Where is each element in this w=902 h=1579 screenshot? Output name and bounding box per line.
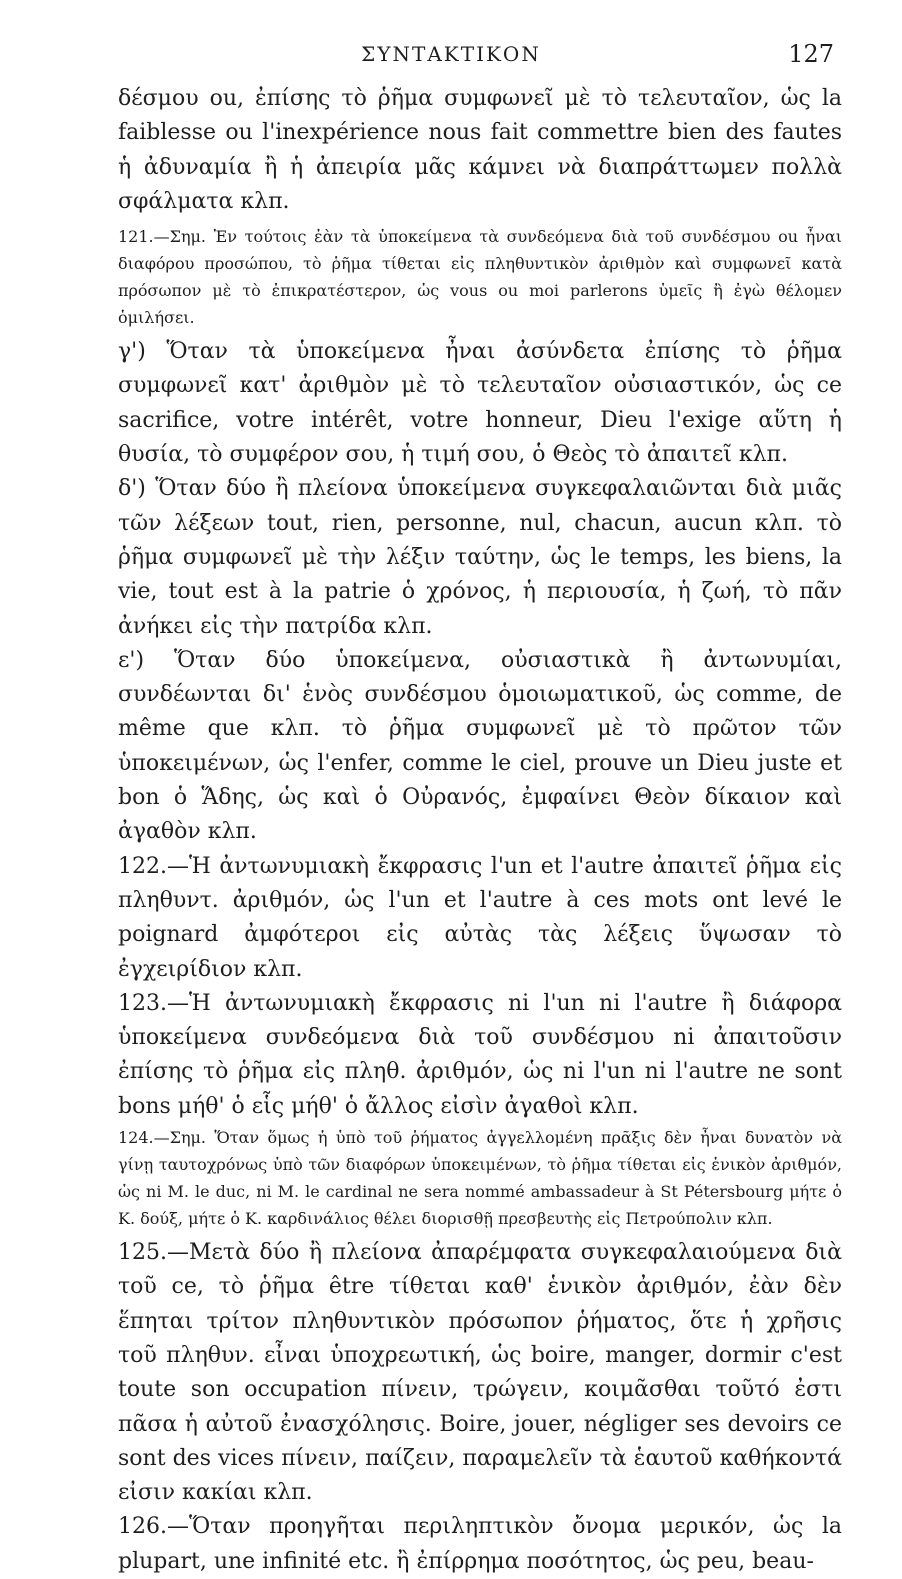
paragraph-delta: δ') Ὅταν δύο ἢ πλείονα ὑποκείμενα συγκεφαλαιῶνται διὰ μιᾶς τῶν λέξεων tout, rien, personne, nul, chacun, aucun κλπ. τὸ ῥῆμα συμφωνεῖ μὲ τὴν λέξιν ταύτην, ὡς le temps, les biens, la vie, tout est à la patrie ὁ χρόνος, ἡ περιουσία, ἡ ζωή, τὸ πᾶν ἀνήκει εἰς τὴν πατρίδα κλπ. — [118, 476, 842, 639]
paragraph-epsilon: ε') Ὅταν δύο ὑποκείμενα, οὐσιαστικὰ ἢ ἀντωνυμίαι, συνδέωνται δι' ἑνὸς συνδέσμου ὁμοιωματικοῦ, ὡς comme, de même que κλπ. τὸ ῥῆμα συμφωνεῖ μὲ τὸ πρῶτον τῶν ὑποκειμένων, ὡς l'enfer, comme le ciel, prouve un Dieu juste et bon ὁ Ἅδης, ὡς καὶ ὁ Οὐρανός, ἐμφαίνει Θεὸν δίκαιον καὶ ἀγαθὸν κλπ. — [118, 647, 842, 845]
paragraph-121-note: 121.—Σημ. Ἐν τούτοις ἐὰν τὰ ὑποκείμενα τὰ συνδεόμενα διὰ τοῦ συνδέσμου ou ἦναι διαφόρου προσώπου, τὸ ῥῆμα τίθεται εἰς πληθυντικὸν ἀριθμὸν καὶ συμφωνεῖ κατὰ πρόσωπον μὲ τὸ ἐπικρατέστερον, ὡς vous ou moi parlerons ὑμεῖς ἢ ἐγὼ θέλομεν ὁμιλήσει. — [118, 227, 842, 328]
paragraph-continuation: δέσμου ou, ἐπίσης τὸ ῥῆμα συμφωνεῖ μὲ τὸ τελευταῖον, ὡς la faiblesse ou l'inexpérience nous fait commettre bien des fautes ἡ ἀδυναμία ἢ ἡ ἀπειρία μᾶς κάμνει νὰ διαπράττωμεν πολλὰ σφάλματα κλπ. — [118, 86, 842, 214]
body-text — [118, 82, 842, 1579]
page-number: 127 — [788, 40, 834, 68]
paragraph-126: 126.—Ὅταν προηγῆται περιληπτικὸν ὄνομα μερικόν, ὡς la plupart, une infinité etc. ἢ ἐπίρρημα ποσότητος, ὡς peu, beau- — [118, 1514, 842, 1574]
running-title: ΣΥΝΤΑΚΤΙΚΟΝ — [361, 42, 541, 66]
paragraph-gamma: γ') Ὅταν τὰ ὑποκείμενα ἦναι ἀσύνδετα ἐπίσης τὸ ῥῆμα συμφωνεῖ κατ' ἀριθμὸν μὲ τὸ τελευταῖον οὐσιαστικόν, ὡς ce sacrifice, votre intérêt, votre honneur, Dieu l'exige αὕτη ἡ θυσία, τὸ συμφέρον σου, ἡ τιμή σου, ὁ Θεὸς τὸ ἀπαιτεῖ κλπ. — [118, 339, 842, 468]
paragraph-124-note: 124.—Σημ. Ὅταν ὅμως ἡ ὑπὸ τοῦ ῥήματος ἀγγελλομένη πρᾶξις δὲν ἦναι δυνατὸν νὰ γίνῃ ταυτοχρόνως ὑπὸ τῶν διαφόρων ὑποκειμένων, τὸ ῥῆμα τίθεται εἰς ἑνικὸν ἀριθμόν, ὡς ni M. le duc, ni M. le cardinal ne sera nommé ambassadeur à St Pétersbourg μήτε ὁ Κ. δούξ, μήτε ὁ Κ. καρδινάλιος θέλει διορισθῇ πρεσβευτὴς εἰς Πετρούπολιν κλπ. — [118, 1128, 842, 1229]
paragraph-122: 122.—Ἡ ἀντωνυμιακὴ ἔκφρασις l'un et l'autre ἀπαιτεῖ ῥῆμα εἰς πληθυντ. ἀριθμόν, ὡς l'un et l'autre à ces mots ont levé le poignard ἀμφότεροι εἰς αὐτὰς τὰς λέξεις ὕψωσαν τὸ ἐγχειρίδιον κλπ. — [118, 853, 842, 982]
page-header — [0, 38, 902, 72]
paragraph-125: 125.—Μετὰ δύο ἢ πλείονα ἀπαρέμφατα συγκεφαλαιούμενα διὰ τοῦ ce, τὸ ῥῆμα être τίθεται καθ' ἑνικὸν ἀριθμόν, ἐὰν δὲν ἕπηται τρίτον πληθυντικὸν πρόσωπον ῥήματος, ὅτε ἡ χρῆσις τοῦ πληθυν. εἶναι ὑποχρεωτική, ὡς boire, manger, dormir c'est toute son occupation πίνειν, τρώγειν, κοιμᾶσθαι τοῦτό ἐστι πᾶσα ἡ αὐτοῦ ἐνασχόλησις. Boire, jouer, négliger ses devoirs ce sont des vices πίνειν, παίζειν, παραμελεῖν τὰ ἑαυτοῦ καθήκοντά εἰσιν κακίαι κλπ. — [118, 1240, 842, 1506]
paragraph-123: 123.—Ἡ ἀντωνυμιακὴ ἔκφρασις ni l'un ni l'autre ἢ διάφορα ὑποκείμενα συνδεόμενα διὰ τοῦ συνδέσμου ni ἀπαιτοῦσιν ἐπίσης τὸ ῥῆμα εἰς πληθ. ἀριθμόν, ὡς ni l'un ni l'autre ne sont bons μήθ' ὁ εἷς μήθ' ὁ ἄλλος εἰσὶν ἀγαθοὶ κλπ. — [118, 990, 842, 1119]
